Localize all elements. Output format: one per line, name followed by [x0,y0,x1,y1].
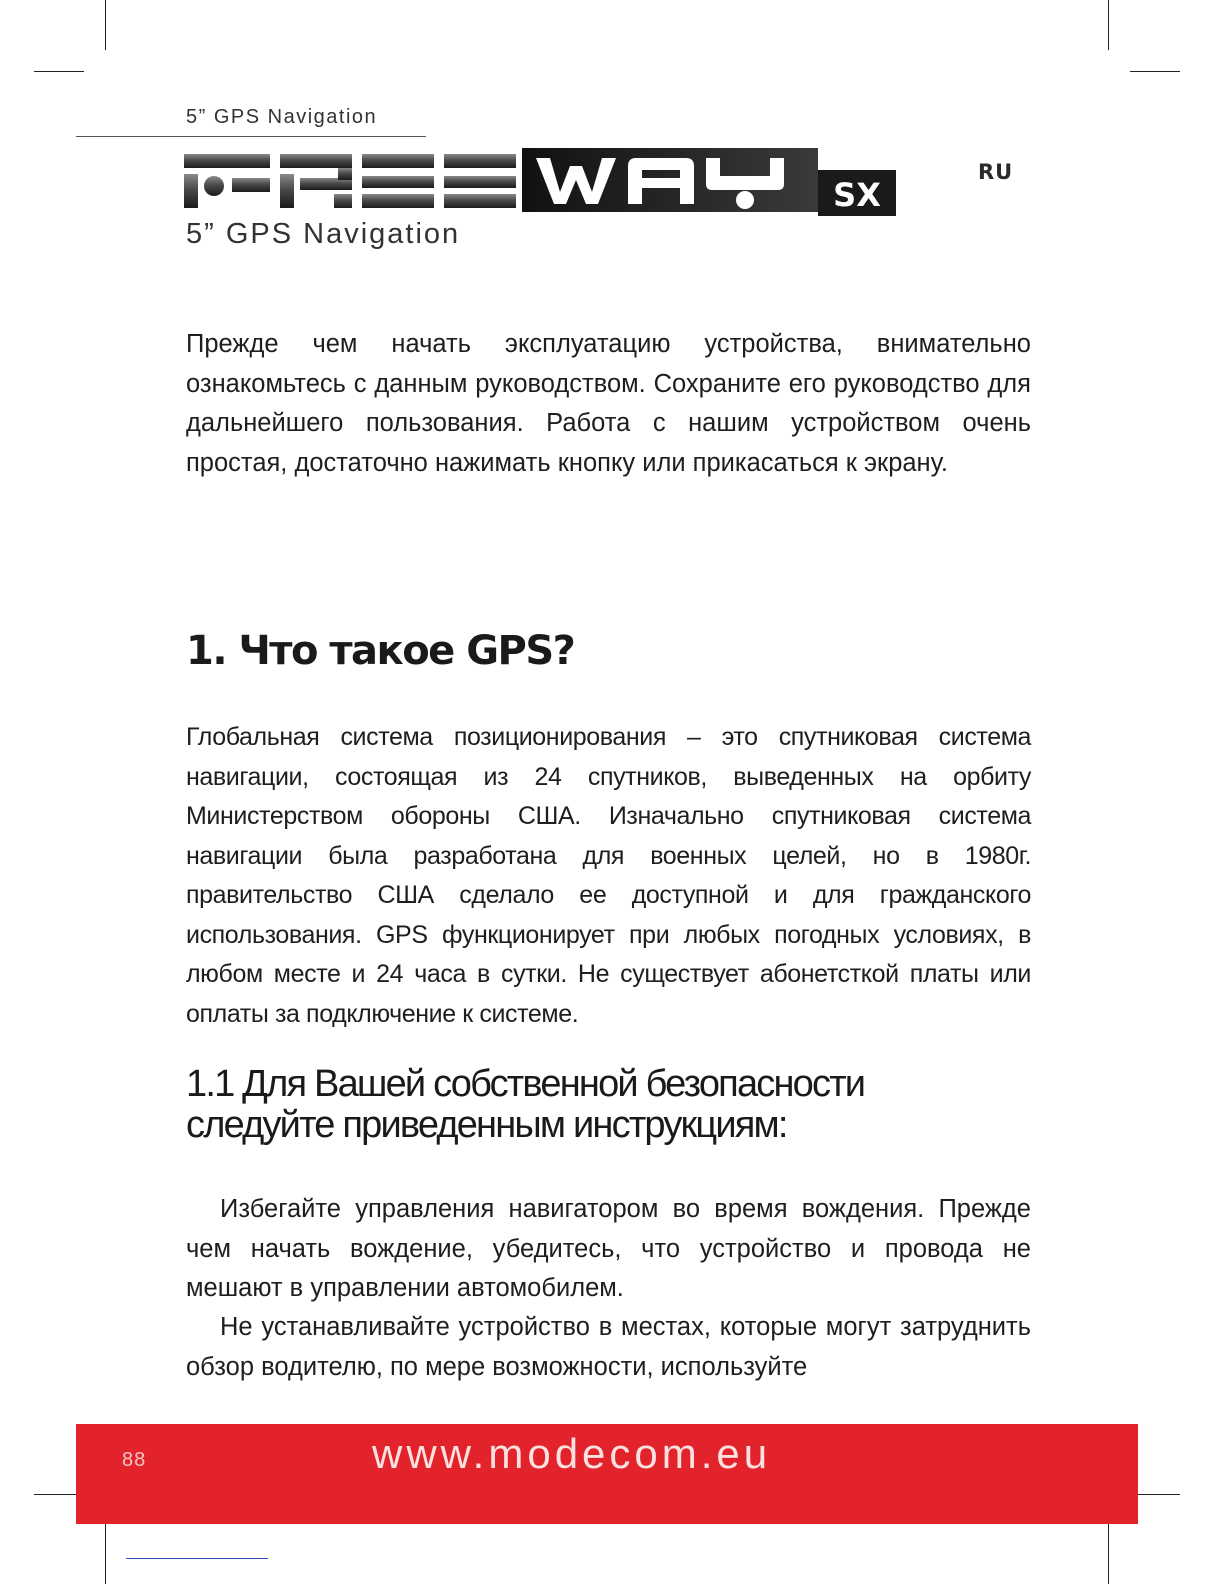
header-top-text: 5” GPS Navigation [186,106,378,128]
safety-paragraph-1: Избегайте управления навигатором во время вождения. Прежде чем начать вождение, убедитесь, что устройство и провода не мешают в управлении автомобилем. [186,1195,1031,1302]
page-number: 88 [122,1449,147,1471]
language-badge: RU [978,160,1014,184]
header-divider [76,136,426,137]
crop-mark [1130,71,1180,72]
header-subtitle: 5” GPS Navigation [186,218,461,250]
freeway-sx-logo [184,148,896,216]
intro-paragraph: Прежде чем начать эксплуатацию устройства, внимательно ознакомьтесь с данным руководством. Сохраните его руководство для дальнейшего пользования. Работа с нашим устройством очень простая, достаточно нажимать кнопку или прикасаться к экрану. [186,330,1031,477]
section-1-heading: 1. Что такое GPS? [186,628,575,674]
logo-suffix: SX [833,176,881,214]
crop-mark [105,1518,106,1584]
logo-text: FREEWAY [184,148,189,149]
safety-paragraph-2: Не устанавливайте устройство в местах, которые могут затруднить обзор водителю, по мере возможности, используйте [186,1313,1031,1381]
crop-mark [1108,1518,1109,1584]
footer-url-link[interactable]: www.modecom.eu [372,1430,772,1477]
crop-mark [34,71,84,72]
section-1-1-heading [186,1064,946,1146]
bottom-link-underline [126,1558,268,1559]
footer-bar [76,1424,1138,1524]
section-1-body: Глобальная система позиционирования – это спутниковая система навигации, состоящая из 24 спутников, выведенных на орбиту Министерством обороны США. Изначально спутниковая система навигации была разработана для военных целей, но в 1980г. правительство США сделало ее доступной и для гражданского использования. GPS функционирует при любых погодных условиях, в любом месте и 24 часа в сутки. Не существует абонетсткой платы или оплаты за подключение к системе. [186,723,1031,1028]
crop-mark [1108,0,1109,50]
crop-mark [105,0,106,50]
section-1-1-heading-line1: 1.1 Для Вашей собственной безопасности [186,1063,865,1105]
section-1-1-heading-line2: следуйте приведенным инструкциям: [186,1104,787,1146]
